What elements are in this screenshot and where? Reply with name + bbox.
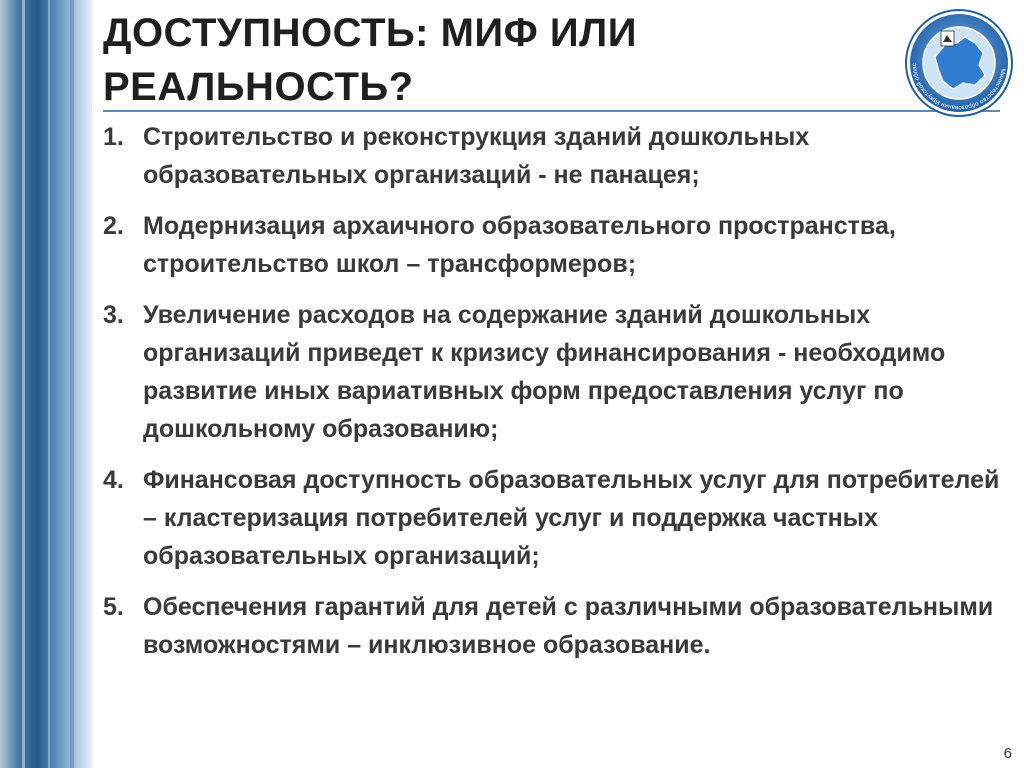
list-item-number: 1.	[103, 123, 124, 151]
list-item	[103, 296, 1008, 448]
list-item	[103, 118, 1008, 194]
list-item	[103, 207, 1008, 283]
slide-title-line2: РЕАЛЬНОСТЬ?	[103, 65, 414, 109]
slide-page-number: 6	[1003, 745, 1012, 762]
side-band-stripe	[48, 0, 50, 768]
list-item-number: 3.	[103, 301, 124, 329]
key-points-list	[103, 118, 1008, 677]
list-item	[103, 461, 1008, 575]
decorative-side-band	[0, 0, 92, 768]
list-item-text: Строительство и реконструкция зданий дошкольных образовательных организаций - не панацея;	[143, 123, 810, 189]
list-item-text: Увеличение расходов на содержание зданий дошкольных организаций приведет к кризису финансирования - необходимо развитие иных вариативных форм предоставления услуг по дошкольному образованию;	[143, 301, 946, 443]
ministry-logo-emblem	[905, 9, 1013, 117]
slide-title-line1: ДОСТУПНОСТЬ: МИФ ИЛИ	[103, 11, 637, 55]
list-item-number: 5.	[103, 593, 124, 621]
list-item-text: Финансовая доступность образовательных услуг для потребителей – кластеризация потребителей услуг и поддержка частных образовательных организаций;	[143, 466, 1000, 570]
list-item	[103, 588, 1008, 664]
list-item-number: 4.	[103, 466, 124, 494]
side-band-stripe	[22, 0, 25, 768]
title-divider	[103, 110, 1000, 112]
logo-ring-text: Министерство образования Иркутской облас	[910, 63, 1007, 112]
side-band-stripe	[70, 0, 74, 768]
list-item-text: Обеспечения гарантий для детей с различными образовательными возможностями – инклюзивное образование.	[143, 593, 994, 659]
slide-title	[103, 6, 883, 114]
list-item-text: Модернизация архаичного образовательного пространства, строительство школ – трансформеров;	[143, 212, 896, 278]
list-item-number: 2.	[103, 212, 124, 240]
